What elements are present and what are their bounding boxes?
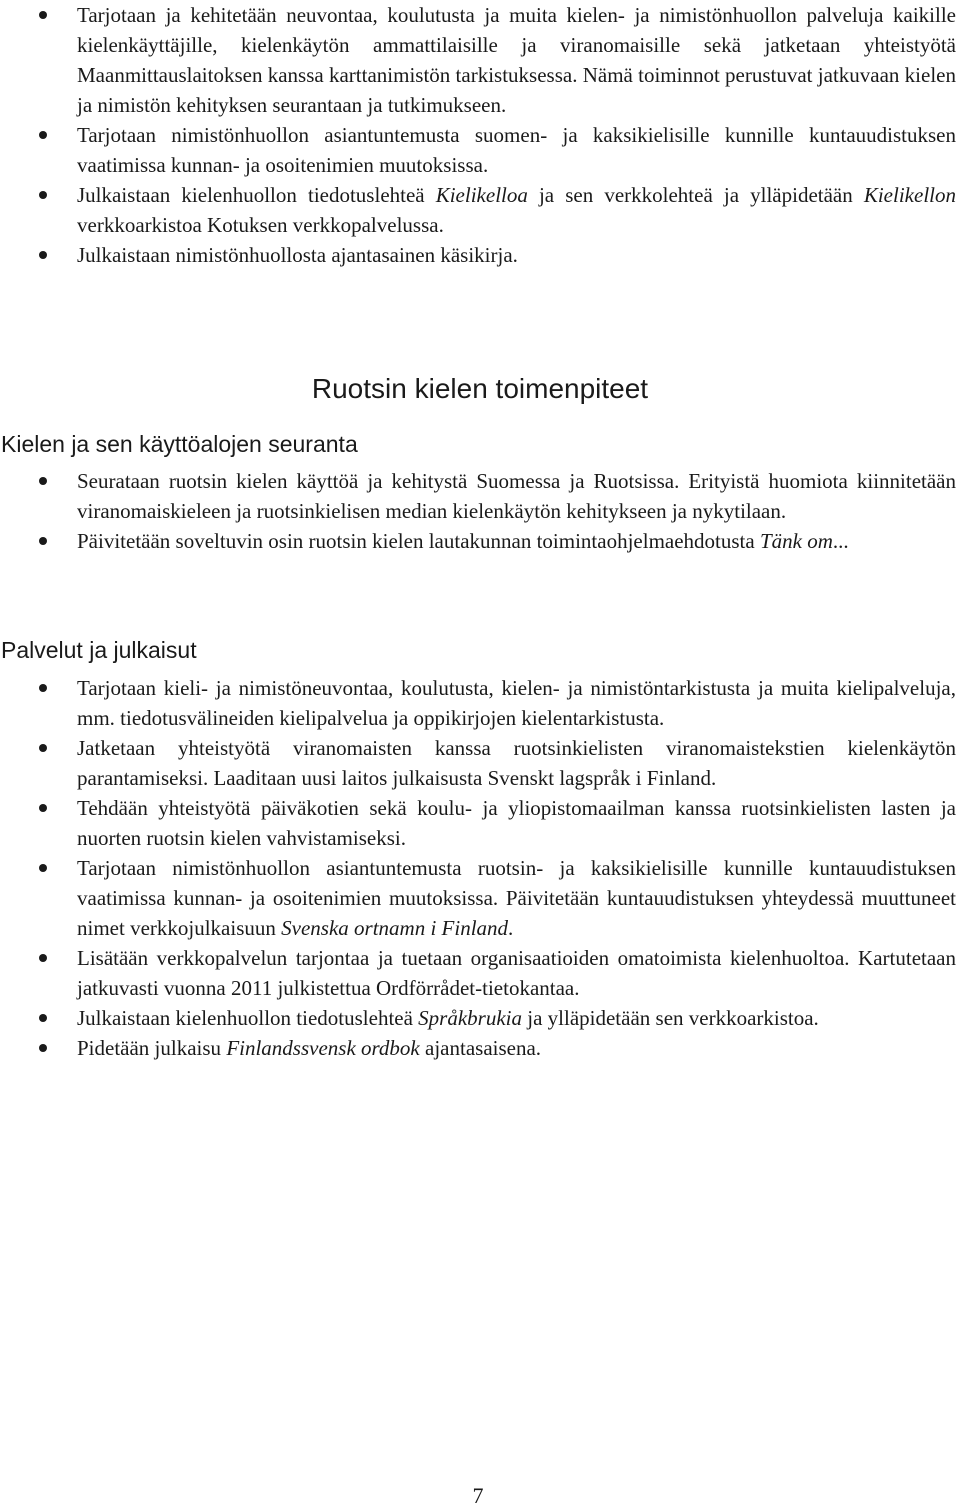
list-item — [0, 180, 958, 240]
list-item: Seurataan ruotsin kielen käyttöä ja kehitystä Suomessa ja Ruotsissa. Erityistä huomiota kiinnitetään viranomaiskieleen ja ruotsinkielisen median kielenkäytön kehitykseen ja nykytilaan. — [0, 466, 958, 526]
text-run: ja sen verkkolehteä ja ylläpidetään — [527, 183, 864, 207]
list-item — [0, 853, 958, 943]
page-number — [0, 1482, 960, 1510]
services-bullet-list — [0, 673, 958, 1063]
text-run: ajantasaisena. — [419, 1036, 542, 1060]
list-item: Tarjotaan nimistönhuollon asiantuntemusta suomen- ja kaksikielisille kunnille kuntauudistuksen vaatimissa kunnan- ja osoitenimien muutoksissa. — [0, 120, 958, 180]
list-item: Tarjotaan ja kehitetään neuvontaa, koulutusta ja muita kielen- ja nimistönhuollon palveluja kaikille kielenkäyttäjille, kielenkäytön ammattilaisille ja viranomaisille sekä jatketaan yhteistyötä Maanmittauslaitoksen kanssa karttanimistön tarkistuksessa. Nämä toiminnot perustuvat jatkuvaan kielen ja nimistön kehityksen seurantaan ja tutkimukseen. — [0, 0, 958, 120]
section-title — [0, 371, 960, 407]
text-run: Julkaistaan kielenhuollon tiedotuslehteä — [77, 1006, 419, 1030]
italic-title: Tänk om — [759, 529, 833, 553]
text-run: . — [508, 916, 514, 940]
italic-title: Kielikelloa — [435, 183, 528, 207]
subsection-heading-services: Palvelut ja julkaisut — [1, 637, 197, 663]
text-run: ja ylläpidetään sen verkkoarkistoa. — [522, 1006, 819, 1030]
top-bullet-list — [0, 0, 958, 270]
text-run: Päivitetään soveltuvin osin ruotsin kielen lautakunnan toimintaohjelmaehdotusta — [77, 529, 760, 553]
list-item — [0, 526, 958, 556]
italic-title: Kielikellon — [863, 183, 956, 207]
text-run: ... — [832, 529, 849, 553]
list-item: Tehdään yhteistyötä päiväkotien sekä koulu- ja yliopistomaailman kanssa ruotsinkielisten lasten ja nuorten ruotsin kielen vahvistamiseksi. — [0, 793, 958, 853]
section-title-text: Ruotsin kielen toimenpiteet — [311, 373, 649, 404]
text-run: Julkaistaan kielenhuollon tiedotuslehteä — [77, 183, 436, 207]
italic-title: Språkbrukia — [418, 1006, 522, 1030]
page-number-text: 7 — [472, 1483, 484, 1508]
list-item: Tarjotaan kieli- ja nimistöneuvontaa, koulutusta, kielen- ja nimistöntarkistusta ja muita kielipalveluja, mm. tiedotusvälineiden kielipalvelua ja oppikirjojen kielentarkistusta. — [0, 673, 958, 733]
italic-title: Finlandssvensk ordbok — [226, 1036, 420, 1060]
list-item — [0, 1033, 958, 1063]
text-run: Tarjotaan nimistönhuollon asiantuntemusta ruotsin- ja kaksikielisille kunnille kuntauudistuksen vaatimissa kunnan- ja osoitenimien muutoksissa. Päivitetään kuntauudistuksen yhteydessä muuttuneet nimet verkkojulkaisuun — [77, 856, 956, 940]
list-item: Julkaistaan nimistönhuollosta ajantasainen käsikirja. — [0, 240, 958, 270]
italic-title: Svenska ortnamn i Finland — [281, 916, 509, 940]
text-run: Pidetään julkaisu — [77, 1036, 227, 1060]
list-item: Lisätään verkkopalvelun tarjontaa ja tuetaan organisaatioiden omatoimista kielenhuoltoa. Kartutetaan jatkuvasti vuonna 2011 julkistettua Ordförrådet-tietokantaa. — [0, 943, 958, 1003]
subsection-heading-monitoring: Kielen ja sen käyttöalojen seuranta — [1, 431, 358, 457]
list-item — [0, 1003, 958, 1033]
text-run: verkkoarkistoa Kotuksen verkkopalvelussa. — [77, 213, 444, 237]
monitoring-bullet-list — [0, 466, 958, 556]
list-item: Jatketaan yhteistyötä viranomaisten kanssa ruotsinkielisten viranomaistekstien kielenkäytön parantamiseksi. Laaditaan uusi laitos julkaisusta Svenskt lagspråk i Finland. — [0, 733, 958, 793]
